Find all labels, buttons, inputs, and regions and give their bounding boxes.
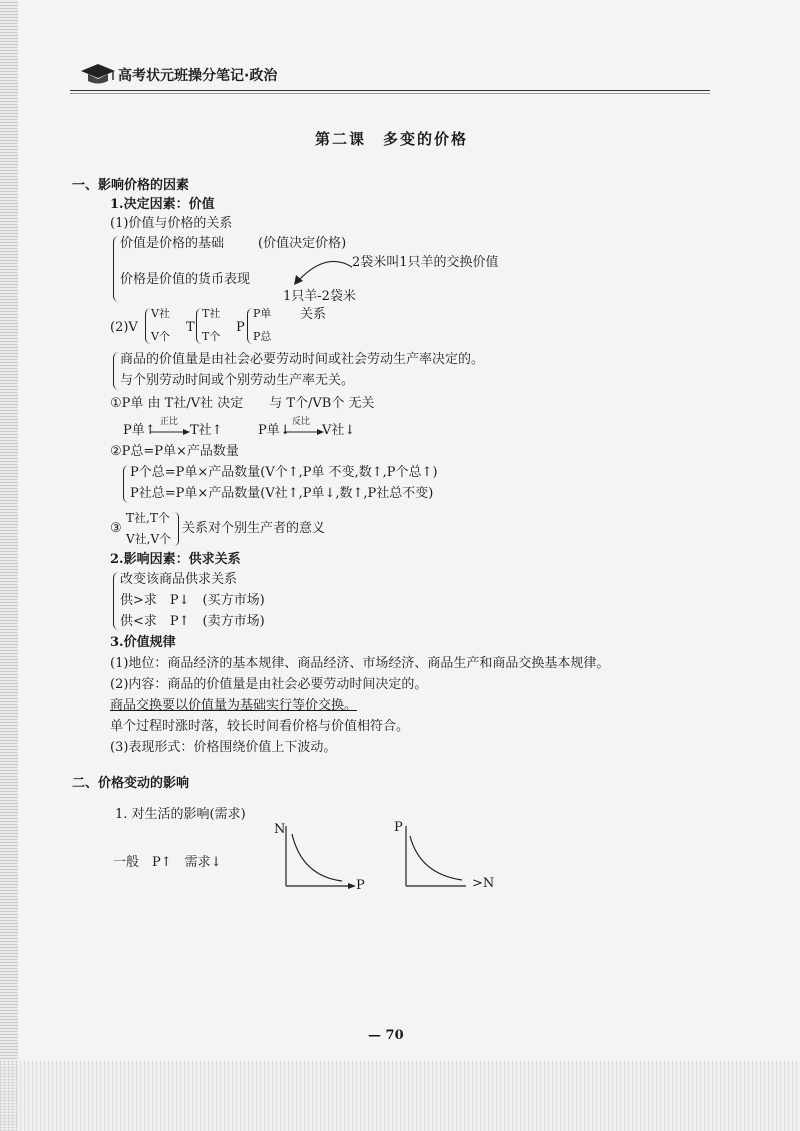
value-b: 与个别劳动时间或个别劳动生产率无关。 [120,373,355,388]
graph-2-y-label: P [394,820,403,835]
section-2-title: 二、价格变动的影响 [72,776,190,791]
item-value-price-relation: (1)价值与价格的关系 [110,216,233,231]
arrow-note-top: 2袋米叫1只羊的交换价值 [352,255,499,270]
relation-b: 价格是价值的货币表现 [120,272,251,287]
header-title: 高考状元班操分笔记·政治 [118,68,278,84]
conclusion-3-text: 关系对个别生产者的意义 [182,521,326,536]
scan-edge-bottom [0,1061,800,1131]
conclusion-3-top: T社,T个 [126,511,170,525]
subsection-1-2: 2.影响因素：供求关系 [110,552,241,567]
v-individual: V个 [151,330,170,343]
law-exchange: 商品交换要以价值量为基础实行等价交换。 [110,698,358,713]
relation-a-note: (价值决定价格) [258,236,347,251]
t-individual: T个 [202,330,221,343]
c1-arrow-label-2: 反比 [292,417,311,427]
brace-supply [113,572,120,630]
graph-2-x-label: >N [472,876,495,891]
graph-1-y-label: N [274,822,286,837]
brace-c3 [174,512,179,546]
demand-graph-1 [276,826,366,890]
conclusion-2-b: P社总=P单×产品数量(V社↑,P单↓,数↑,P社总不变) [130,486,434,501]
conclusion-1: ①P单 由 T社/V社 决定 与 T个/VB个 无关 [110,396,375,411]
law-fluctuation: 单个过程时涨时落，较长时间看价格与价值相符合。 [110,719,410,734]
p-total: P总 [253,330,272,343]
right-arrow-icon [150,428,190,436]
subsection-1-1: 1.决定因素：价值 [110,197,215,212]
c1-arrow-right-2: V社↓ [322,423,356,438]
supply-b: 供>求 P↓ (买方市场) [120,593,265,608]
supply-a: 改变该商品供求关系 [120,572,238,587]
graph-1-x-label: P [356,878,365,893]
supply-c: 供<求 P↑ (卖方市场) [120,614,265,629]
relation-a: 价值是价格的基础 [120,236,225,251]
scan-edge-left [0,0,18,1131]
brace-value [113,352,120,390]
law-form: (3)表现形式：价格围绕价值上下波动。 [110,740,337,755]
page-number: — 70 [368,1028,404,1043]
c1-arrow-label-1: 正比 [160,417,179,427]
subsection-2-1: 1. 对生活的影响(需求) [115,807,246,822]
conclusion-3-bottom: V社,V个 [126,532,172,546]
right-arrow-icon [284,428,324,436]
item-vtp-prefix: (2)V [110,320,138,335]
conclusion-3-prefix: ③ [110,521,122,536]
p-unit: P单 [253,307,272,320]
general-rule: 一般 P↑ 需求↓ [113,855,222,870]
c1-arrow-left: P单↑ [123,423,156,438]
conclusion-2-a: P个总=P单×产品数量(V个↑,P单 不变,数↑,P个总↑) [130,465,438,480]
relation-label: 关系 [300,307,327,322]
conclusion-2: ②P总=P单×产品数量 [110,444,239,459]
header-rule [70,90,710,91]
arrow-note-bottom: 1只羊-2袋米 [283,289,356,304]
v-society: V社 [151,307,170,320]
brace-total [123,465,130,503]
law-position: (1)地位：商品经济的基本规律、商品经济、市场经济、商品生产和商品交换基本规律。 [110,656,610,671]
p-prefix: P [236,320,245,335]
t-society: T社 [202,307,221,320]
brace-relation [113,236,120,302]
section-1-title: 一、影响价格的因素 [72,178,190,193]
c1-arrow-mid: P单↓ [258,423,291,438]
t-prefix: T [186,320,195,335]
graduation-cap-icon [80,62,116,86]
header-rule-thin [70,93,710,94]
c1-arrow-right-1: T社↑ [190,423,223,438]
lesson-title: 第二课 多变的价格 [315,130,469,148]
law-content: (2)内容：商品的价值量是由社会必要劳动时间决定的。 [110,677,428,692]
subsection-1-3: 3.价值规律 [110,635,176,650]
value-a: 商品的价值量是由社会必要劳动时间或社会劳动生产率决定的。 [120,352,485,367]
